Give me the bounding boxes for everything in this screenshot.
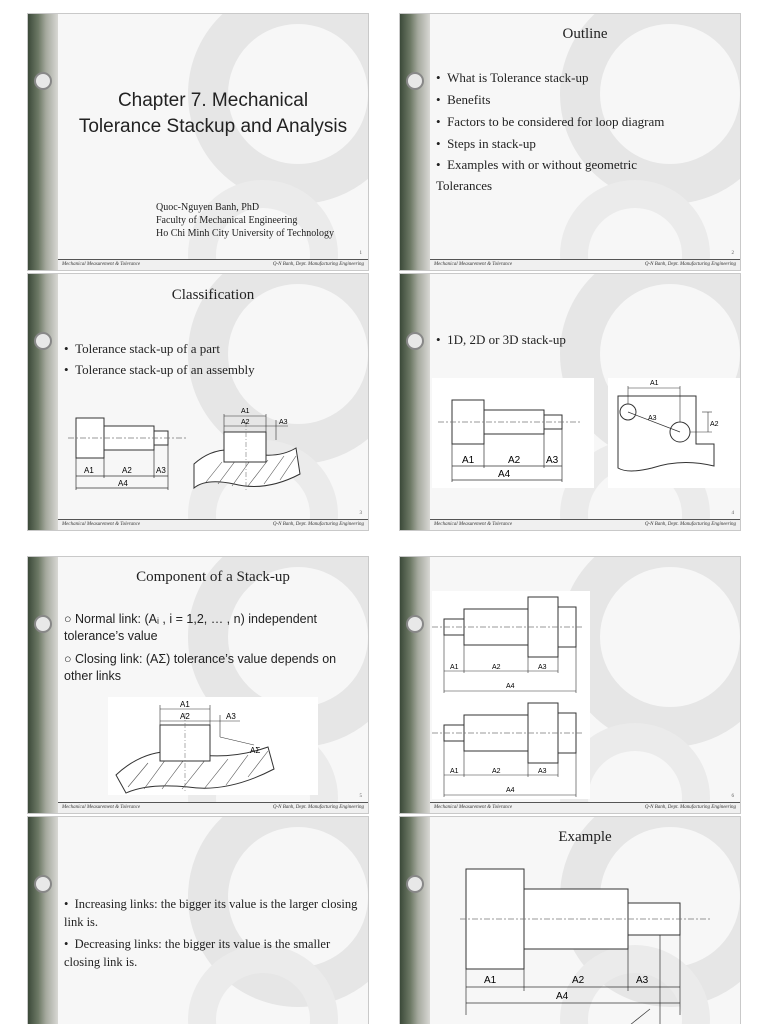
dim-label-a3: A3 — [538, 768, 547, 775]
decorative-strip — [28, 817, 58, 1024]
footer-course: Mechanical Measurement & Tolerance — [62, 522, 141, 527]
decorative-strip — [400, 274, 430, 530]
link-types-list — [64, 895, 364, 971]
slide-title: Component of a Stack-up — [136, 569, 290, 585]
slide-footer — [58, 519, 368, 530]
stackup-list — [436, 329, 566, 351]
dim-label-a2: A2 — [122, 466, 132, 475]
decorative-strip — [400, 557, 430, 813]
dim-label-a4: A4 — [556, 991, 569, 1002]
closing-link-diagram — [108, 697, 318, 795]
slide-footer — [430, 802, 740, 813]
list-item: • Decreasing links: the bigger its value is the smaller closing link is. — [64, 935, 364, 971]
author-faculty: Faculty of Mechanical Engineering — [156, 215, 298, 226]
shaft-diagrams — [432, 591, 590, 799]
list-item: • Examples with or without geometric — [436, 155, 664, 175]
dim-label-a2: A2 — [241, 419, 250, 426]
dim-label-a1: A1 — [450, 768, 459, 775]
footer-author: Q-N Banh, Dept. Manufacturing Engineering — [644, 262, 736, 267]
decorative-strip — [28, 274, 58, 530]
slide-1[interactable] — [27, 13, 369, 271]
dim-label-a2: A2 — [180, 712, 190, 721]
footer-author: Q-N Banh, Dept. Manufacturing Engineering — [644, 522, 736, 527]
part-dimension-diagram — [66, 400, 366, 496]
dim-label-a3: A3 — [156, 466, 166, 475]
dim-label-a4: A4 — [506, 787, 515, 794]
dim-label-a3: A3 — [636, 975, 649, 986]
page-number: 4 — [731, 511, 734, 516]
slide-8[interactable] — [399, 816, 741, 1024]
list-item: • Factors to be considered for loop diagram — [436, 111, 664, 133]
list-item: • Increasing links: the bigger its value is the larger closing link is. — [64, 895, 364, 931]
slide-title: Classification — [171, 287, 255, 303]
footer-course: Mechanical Measurement & Tolerance — [434, 262, 513, 267]
classification-list — [64, 338, 255, 380]
footer-course: Mechanical Measurement & Tolerance — [434, 522, 513, 527]
dim-label-a1: A1 — [650, 380, 659, 387]
dim-label-a1: A1 — [484, 975, 497, 986]
decorative-strip — [28, 557, 58, 813]
normal-link-text: ○ Normal link: (Aᵢ , i = 1,2, … , n) independent tolerance’s value — [64, 612, 318, 643]
list-item: • What is Tolerance stack-up — [436, 67, 664, 89]
example-shaft-diagram — [460, 865, 722, 1024]
slide-footer — [430, 519, 740, 530]
footer-author: Q-N Banh, Dept. Manufacturing Engineering — [272, 262, 364, 267]
slide-4[interactable] — [399, 273, 741, 531]
dim-label-a3: A3 — [546, 455, 559, 466]
dim-label-a1: A1 — [180, 700, 190, 709]
dim-label-a2: A2 — [572, 975, 585, 986]
dim-label-a4: A4 — [498, 469, 511, 480]
footer-author: Q-N Banh, Dept. Manufacturing Engineering — [644, 805, 736, 810]
footer-author: Q-N Banh, Dept. Manufacturing Engineering — [272, 522, 364, 527]
dim-label-asum: AΣ — [250, 746, 261, 755]
dim-label-a3: A3 — [226, 712, 236, 721]
footer-author: Q-N Banh, Dept. Manufacturing Engineering — [272, 805, 364, 810]
decorative-strip — [28, 14, 58, 270]
list-item: • Benefits — [436, 89, 664, 111]
page-number: 5 — [359, 794, 362, 799]
dim-label-a1: A1 — [462, 455, 475, 466]
decorative-strip — [400, 817, 430, 1024]
slide-7[interactable] — [27, 816, 369, 1024]
slide-title: Outline — [562, 26, 608, 42]
dim-label-a3: A3 — [538, 664, 547, 671]
slide-title: Chapter 7. Mechanical Tolerance Stackup and Analysis — [78, 90, 348, 137]
dim-label-a3: A3 — [279, 419, 288, 426]
stackup-dimension-diagram — [432, 374, 740, 490]
slide-5[interactable] — [27, 556, 369, 814]
footer-course: Mechanical Measurement & Tolerance — [62, 805, 141, 810]
list-item: • Steps in stack-up — [436, 133, 664, 155]
slide-3[interactable] — [27, 273, 369, 531]
list-item: • Tolerance stack-up of an assembly — [64, 359, 255, 380]
dim-label-a3: A3 — [648, 415, 657, 422]
dim-label-a4: A4 — [506, 683, 515, 690]
dim-label-a2: A2 — [492, 768, 501, 775]
dim-label-a1: A1 — [84, 466, 94, 475]
dim-label-a2: A2 — [710, 421, 719, 428]
page-number: 6 — [731, 794, 734, 799]
slide-2[interactable] — [399, 13, 741, 271]
footer-course: Mechanical Measurement & Tolerance — [62, 262, 141, 267]
dim-label-a1: A1 — [241, 408, 250, 415]
dim-label-a2: A2 — [508, 455, 521, 466]
decorative-strip — [400, 14, 430, 270]
list-item: • Tolerance stack-up of a part — [64, 338, 255, 359]
author-name: Quoc-Nguyen Banh, PhD — [156, 202, 260, 213]
slide-title: Example — [558, 829, 612, 845]
footer-course: Mechanical Measurement & Tolerance — [434, 805, 513, 810]
slide-footer — [430, 259, 740, 270]
slide-6[interactable] — [399, 556, 741, 814]
author-university: Ho Chi Minh City University of Technology — [156, 228, 334, 239]
dim-label-a2: A2 — [492, 664, 501, 671]
dim-label-a4: A4 — [118, 479, 128, 488]
slide-footer — [58, 802, 368, 813]
list-item: • 1D, 2D or 3D stack-up — [436, 329, 566, 351]
page-number: 3 — [359, 511, 362, 516]
list-item-continuation: Tolerances — [436, 178, 493, 193]
dim-label-a1: A1 — [450, 664, 459, 671]
page-number: 1 — [359, 251, 362, 256]
slide-footer — [58, 259, 368, 270]
outline-list — [436, 67, 664, 175]
page-number: 2 — [731, 251, 734, 256]
closing-link-text: ○ Closing link: (AΣ) tolerance’s value depends on other links — [64, 652, 337, 683]
author-block — [156, 201, 334, 240]
